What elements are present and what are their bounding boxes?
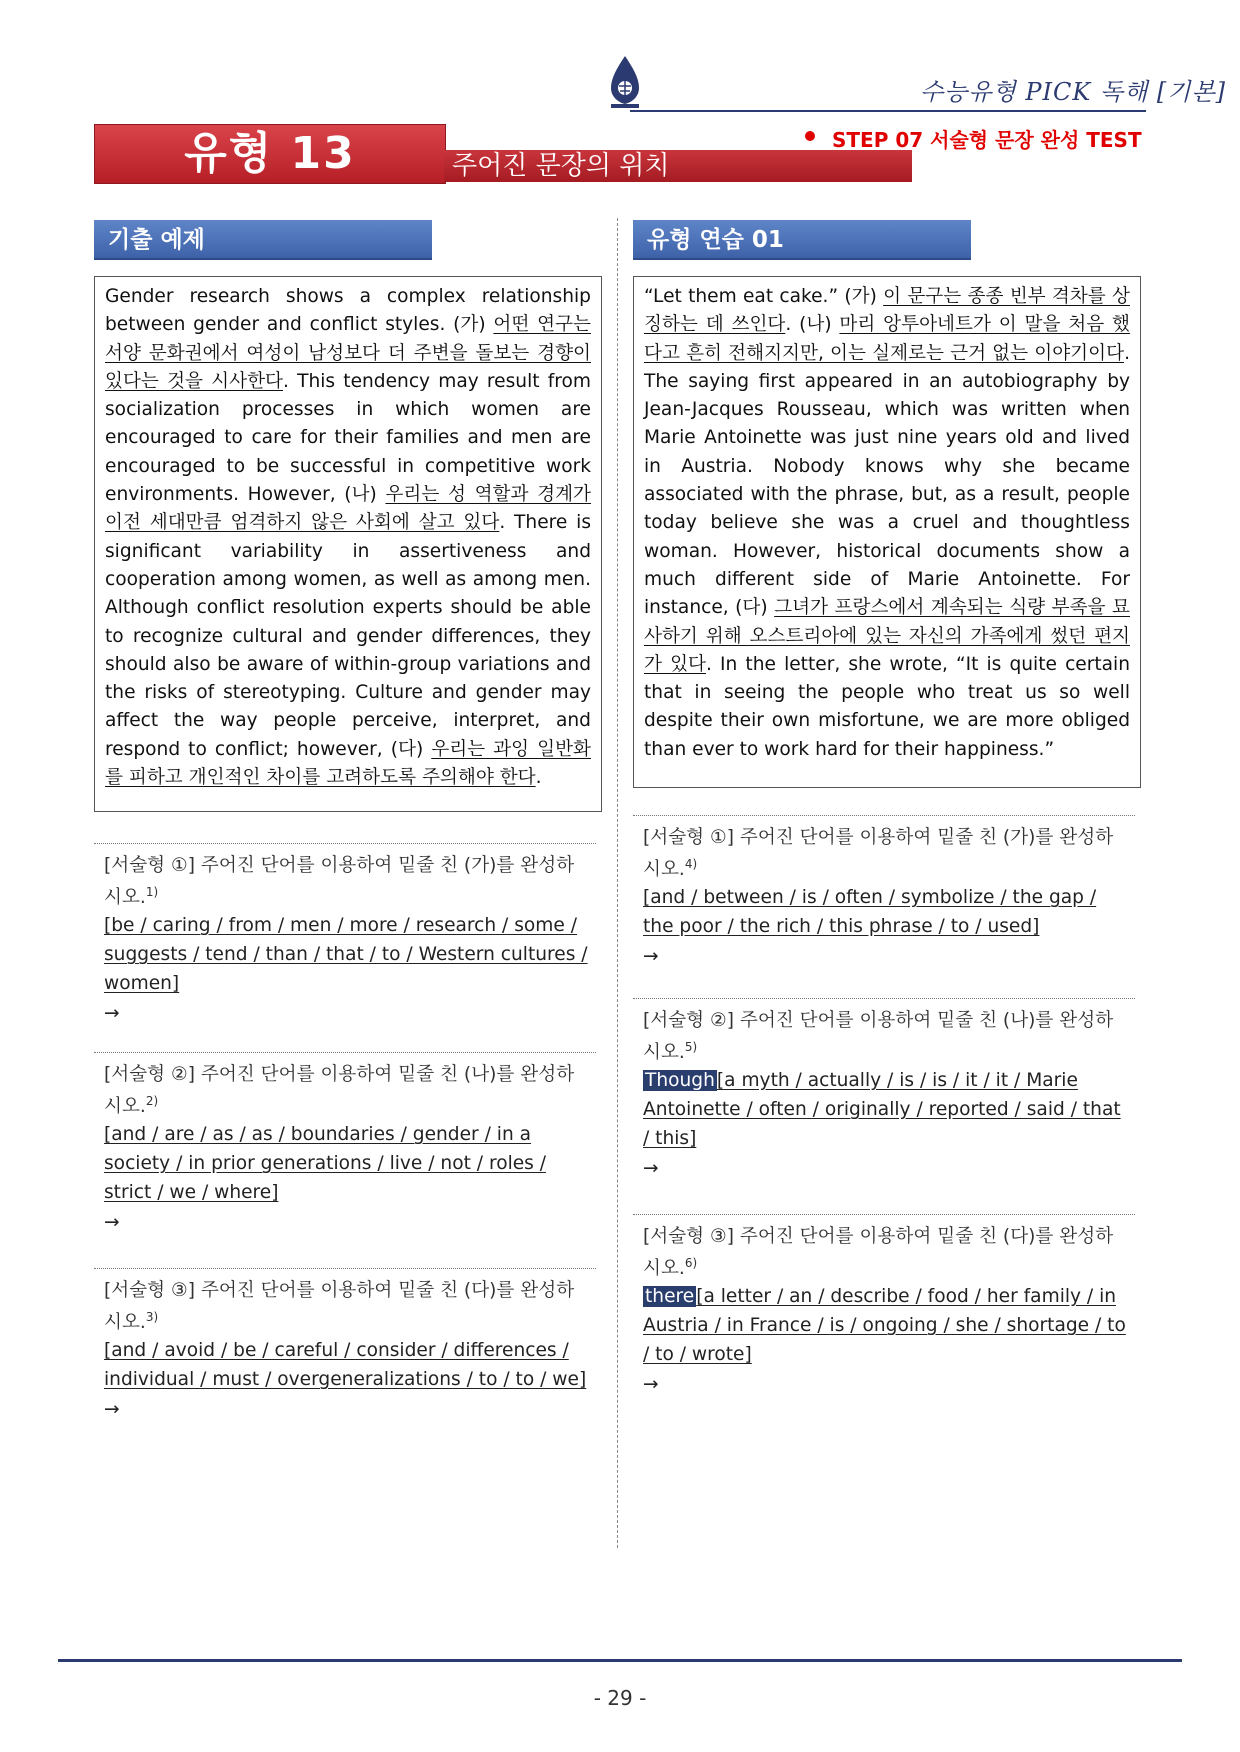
footnote-marker: 1) [145,885,159,899]
question-stem [104,852,592,911]
example-passage [94,276,602,812]
word-bank [643,883,1131,941]
dotted-separator [94,1052,596,1053]
page-number: - 29 - [593,1686,647,1710]
answer-arrow-icon: → [643,1158,659,1180]
question-stem-text: [서술형 ①] 주어진 단어를 이용하여 밑줄 친 (가)를 완성하시오. [104,855,575,909]
section-heading-example: 기출 예제 [94,220,432,260]
step-title: STEP 07 서술형 문장 완성 TEST [832,128,1142,152]
question-stem [643,824,1131,883]
question-stem [104,1277,592,1336]
underlined-target-sentence: 마리 앙투아네트가 이 말을 처음 했다고 흔히 전해지지만, 이는 실제로는 근거 없는 이야기이다 [644,314,1131,364]
passage-text: . In the letter, she wrote, “It is quite certain that in seeing the people who treat us so well despite their own misfortune, we are more obliged than ever to work hard for their happiness.” [644,653,1131,760]
underlined-target-sentence: 이 문구는 종종 빈부 격차를 상징하는 데 쓰인다 [644,286,1130,336]
word-bank-text: [and / are / as / as / boundaries / gender / in a society / in prior generations / live / not / roles / strict / we / where] [104,1124,547,1204]
passage-text: Gender research shows a complex relationship between gender and conflict styles. (가) [105,286,591,336]
passage-text: “Let them eat cake.” (가) [644,286,884,307]
answer-arrow-icon: → [104,1003,120,1025]
answer-arrow-icon: → [643,946,659,968]
underlined-target-sentence: 어떤 연구는 서양 문화권에서 여성이 남성보다 더 주변을 돌보는 경향이 있다는 것을 시사한다 [105,314,591,392]
bullet-dot-icon [805,131,815,141]
underlined-target-sentence: 그녀가 프랑스에서 계속되는 식량 부족을 묘사하기 위해 오스트리아에 있는 자신의 가족에게 썼던 편지가 있다 [644,597,1130,675]
underlined-target-sentence: 우리는 과잉 일반화를 피하고 개인적인 차이를 고려하도록 주의해야 한다 [105,738,591,789]
header-rule [630,110,1146,112]
question-stem-text: [서술형 ③] 주어진 단어를 이용하여 밑줄 친 (다)를 완성하시오. [104,1280,575,1334]
question-block [104,1052,592,1236]
dotted-separator [633,998,1135,999]
type-label: 유형 13 [184,128,356,179]
question-block [643,1214,1131,1398]
word-bank-text: [be / caring / from / men / more / research / some / suggests / tend / than / that / to / Western cultures / women] [104,915,588,995]
passage-text: . [535,767,542,789]
footnote-marker: 5) [684,1040,698,1054]
column-divider [617,218,618,1548]
question-block [104,843,592,1027]
question-stem [104,1061,592,1120]
passage-text: . There is significant variability in assertiveness and cooperation among women, as well as among men. Although conflict resolution experts should be able to recognize cultural and gender differences, they should also be aware of within-group variations and the risks of stereotyping. Culture and gender may affect the way people perceive, interpret, and respond to conflict; however, (다) [105,512,592,760]
answer-arrow-icon: → [104,1212,120,1234]
word-bank-text: [a letter / an / describe / food / her family / in Austria / in France / is / ongoing / she / shortage / to / to / wrote] [643,1286,1126,1366]
topic-box [444,150,912,182]
footer-rule [58,1659,1182,1662]
question-stem [643,1007,1131,1066]
given-start-word: Though [645,1070,715,1092]
question-stem-text: [서술형 ②] 주어진 단어를 이용하여 밑줄 친 (나)를 완성하시오. [104,1064,575,1118]
dotted-separator [633,815,1135,816]
question-stem-text: [서술형 ①] 주어진 단어를 이용하여 밑줄 친 (가)를 완성하시오. [643,827,1114,881]
underlined-target-sentence: 우리는 성 역할과 경계가 이전 세대만큼 엄격하지 않은 사회에 살고 있다 [105,484,591,534]
question-stem-text: [서술형 ②] 주어진 단어를 이용하여 밑줄 친 (나)를 완성하시오. [643,1010,1114,1064]
footnote-marker: 4) [684,857,698,871]
word-bank-text: [a myth / actually / is / is / it / it / Marie Antoinette / often / originally / reported / said / that / this] [643,1070,1121,1150]
question-block [104,1268,592,1423]
word-bank [104,1120,592,1207]
passage-text: . The saying first appeared in an autobiography by Jean-Jacques Rousseau, which was written when Marie Antoinette was just nine years old and lived in Austria. Nobody knows why she became associated with the phrase, but, as a result, people today believe she was a cruel and thoughtless woman. However, historical documents show a much different side of Marie Antoinette. For instance, (다) [644,342,1130,619]
passage-text: . This tendency may result from socialization processes in which women are encouraged to care for their families and men are encouraged to be successful in competitive work environments. However, (나) [105,370,591,506]
footnote-marker: 2) [145,1094,159,1108]
question-block [643,815,1131,970]
pen-nib-logo-icon [605,54,645,110]
practice-passage [633,276,1141,788]
footnote-marker: 6) [684,1256,698,1270]
word-bank [104,911,592,998]
word-bank [643,1066,1131,1153]
section-heading-practice: 유형 연습 01 [633,220,971,260]
word-bank-text: [and / between / is / often / symbolize / the gap / the poor / the rich / this phrase / to / used] [643,887,1097,938]
dotted-separator [633,1214,1135,1215]
footnote-marker: 3) [145,1310,159,1324]
answer-arrow-icon: → [104,1399,120,1421]
given-start-word: there [645,1286,695,1308]
word-bank [104,1336,592,1394]
type-label-box [94,124,446,184]
passage-text: . (나) [785,314,840,336]
question-block [643,998,1131,1182]
question-stem [643,1223,1131,1282]
question-stem-text: [서술형 ③] 주어진 단어를 이용하여 밑줄 친 (다)를 완성하시오. [643,1226,1114,1280]
word-bank [643,1282,1131,1369]
topic-title: 주어진 문장의 위치 [452,151,670,181]
answer-arrow-icon: → [643,1374,659,1396]
brand-title: 수능유형 PICK 독해 [기본] [920,78,1227,106]
word-bank-text: [and / avoid / be / careful / consider / differences / individual / must / overgeneralizations / to / to / we] [104,1340,587,1391]
dotted-separator [94,843,596,844]
dotted-separator [94,1268,596,1269]
